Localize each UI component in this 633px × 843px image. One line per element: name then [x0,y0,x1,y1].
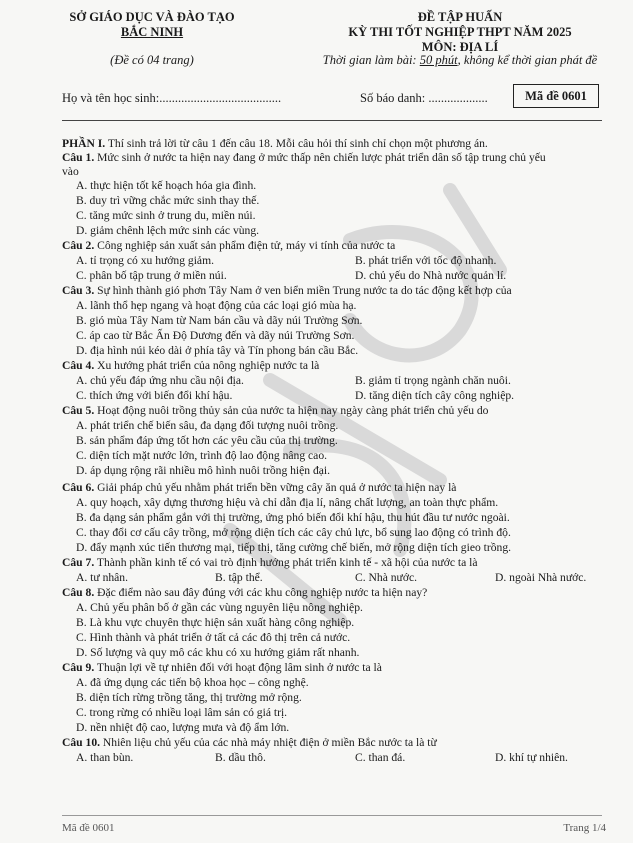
department-name: SỞ GIÁO DỤC VÀ ĐÀO TẠO [69,10,235,24]
q1-option-d: D. giảm chênh lệch mức sinh các vùng. [76,224,260,237]
q5-option-d: D. áp dụng rộng rãi nhiều mô hình nuôi trồng hiện đại. [76,464,331,477]
q10-option-c: C. than đá. [355,751,406,764]
q8-option-d: D. Số lượng và quy mô các khu có xu hướng giảm rất nhanh. [76,646,360,659]
q3-option-a: A. lãnh thổ hẹp ngang và hoạt động của các loại gió mùa hạ. [76,299,357,312]
q7-option-c: C. Nhà nước. [355,571,417,584]
exam-name: KỲ THI TỐT NGHIỆP THPT NĂM 2025 [348,25,572,39]
q10-option-d: D. khí tự nhiên. [495,751,568,764]
question-3: Câu 3. Sự hình thành gió phơn Tây Nam ở ven biển miền Trung nước ta do tác động kết hợp của [62,284,512,297]
q3-option-c: C. áp cao từ Bắc Ấn Độ Dương đến và dãy núi Trường Sơn. [76,329,355,342]
subject: MÔN: ĐỊA LÍ [421,40,499,54]
page-count-note: (Đề có 04 trang) [110,53,194,67]
q3-option-d: D. địa hình núi kéo dài ở phía tây và Tín phong bán cầu Bắc. [76,344,359,357]
q6-option-c: C. thay đổi cơ cấu cây trồng, mở rộng diện tích các cây chủ lực, bổ sung lao động có trình độ. [76,526,511,539]
q4-option-c: C. thích ứng với biến đổi khí hậu. [76,389,233,402]
q8-option-a: A. Chủ yếu phân bố ở gần các vùng nguyên liệu nông nghiệp. [76,601,363,614]
question-8: Câu 8. Đặc điểm nào sau đây đúng với các khu công nghiệp nước ta hiện nay? [62,586,428,599]
q7-option-a: A. tư nhân. [76,571,129,584]
question-6: Câu 6. Giải pháp chủ yếu nhằm phát triển bền vững cây ăn quả ở nước ta hiện nay là [62,481,457,494]
q8-option-b: B. Là khu vực chuyên thực hiện sản xuất hàng công nghiệp. [76,616,355,629]
q2-option-a: A. tỉ trọng có xu hướng giảm. [76,254,214,267]
question-10: Câu 10. Nhiên liệu chủ yếu của các nhà máy nhiệt điện ở miền Bắc nước ta là từ [62,736,437,749]
q9-option-a: A. đã ứng dụng các tiến bộ khoa học – công nghệ. [76,676,309,689]
q5-option-b: B. sản phẩm đáp ứng tốt hơn các yêu cầu của thị trường. [76,434,338,447]
q4-option-d: D. tăng diện tích cây công nghiệp. [355,389,515,402]
student-id-line: Số báo danh: ................... [360,91,488,105]
footer-page-number: Trang 1/4 [563,822,606,834]
q1-option-c: C. tăng mức sinh ở trung du, miền núi. [76,209,256,222]
q9-option-b: B. diện tích rừng trồng tăng, thị trường mở rộng. [76,691,302,704]
q6-option-a: A. quy hoạch, xây dựng thương hiệu và chỉ dẫn địa lí, nâng chất lượng, an toàn thực phẩm. [76,496,499,509]
question-1: Câu 1. Mức sinh ở nước ta hiện nay đang ở mức thấp nên chiến lược phát triển dân số tập trung chủ yếu [62,151,546,164]
question-4: Câu 4. Xu hướng phát triển của nông nghiệp nước ta là [62,359,320,372]
footer-divider [62,815,602,816]
question-7: Câu 7. Thành phần kinh tế có vai trò định hướng phát triển kinh tế - xã hội của nước ta là [62,556,478,569]
question-5: Câu 5. Hoạt động nuôi trồng thủy sản của nước ta hiện nay ngày càng phát triển chủ yếu do [62,404,489,417]
q2-option-d: D. chủ yếu do Nhà nước quản lí. [355,269,507,282]
q2-option-c: C. phân bố tập trung ở miền núi. [76,269,227,282]
exam-title: ĐỀ TẬP HUẤN [417,10,503,24]
q5-option-a: A. phát triển chế biến sâu, đa dạng đối tượng nuôi trồng. [76,419,339,432]
question-9: Câu 9. Thuận lợi về tự nhiên đối với hoạt động lâm sinh ở nước ta là [62,661,382,674]
exam-code-box: Mã đề 0601 [513,84,599,108]
q9-option-c: C. trong rừng có nhiều loại lâm sản có giá trị. [76,706,288,719]
q1-option-a: A. thực hiện tốt kế hoạch hóa gia đình. [76,179,257,192]
question-1-continued: vào [62,165,79,178]
footer-exam-code: Mã đề 0601 [62,822,115,834]
q5-option-c: C. diện tích mặt nước lớn, trình độ lao động nâng cao. [76,449,328,462]
q3-option-b: B. gió mùa Tây Nam từ Nam bán cầu và dãy núi Trường Sơn. [76,314,363,327]
province-name: BẮC NINH [120,25,184,39]
q4-option-b: B. giảm tỉ trọng ngành chăn nuôi. [355,374,511,387]
q10-option-a: A. than bùn. [76,751,134,764]
part-instruction: PHẦN I. Thí sinh trả lời từ câu 1 đến câu 18. Mỗi câu hỏi thí sinh chỉ chọn một phương án. [62,137,488,150]
q2-option-b: B. phát triển với tốc độ nhanh. [355,254,497,267]
q9-option-d: D. nền nhiệt độ cao, lượng mưa và độ ẩm lớn. [76,721,290,734]
question-2: Câu 2. Công nghiệp sản xuất sản phẩm điện tử, máy vi tính của nước ta [62,239,396,252]
header-divider [62,120,602,121]
q7-option-d: D. ngoài Nhà nước. [495,571,587,584]
q6-option-d: D. đẩy mạnh xúc tiến thương mại, tiếp thị, tăng cường chế biến, mở rộng diện tích gieo trồng. [76,541,512,554]
q8-option-c: C. Hình thành và phát triển ở tất cả các đô thị trên cả nước. [76,631,351,644]
q1-option-b: B. duy trì vững chắc mức sinh thay thế. [76,194,260,207]
q10-option-b: B. dầu thô. [215,751,266,764]
q4-option-a: A. chủ yếu đáp ứng nhu cầu nội địa. [76,374,244,387]
time-allowed: Thời gian làm bài: 50 phút, không kể thời gian phát đề [322,53,598,67]
q7-option-b: B. tập thể. [215,571,263,584]
q6-option-b: B. đa dạng sản phẩm gắn với thị trường, ứng phó biến đổi khí hậu, thu hút đầu tư nước ngoài. [76,511,510,524]
student-name-line: Họ và tên học sinh:....................................... [62,91,282,105]
